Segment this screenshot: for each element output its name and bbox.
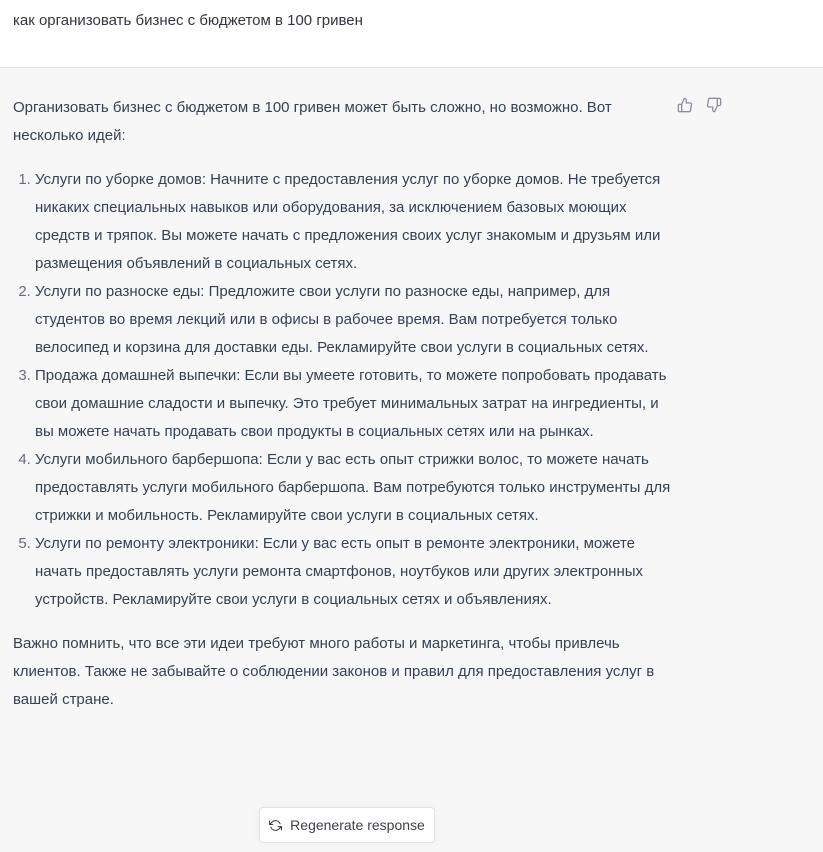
- regenerate-response-button[interactable]: [259, 807, 435, 843]
- user-message-text: как организовать бизнес с бюджетом в 100 гривен: [13, 12, 363, 29]
- list-item: 3. Продажа домашней выпечки: Если вы умеете готовить, то можете попробовать продавать свои домашние сладости и выпечку. Это требует минимальных затрат на ингредиенты, и вы можете начать продавать свои продукты в социальных сетях или на рынках.: [35, 362, 673, 446]
- thumbs-down-button[interactable]: [706, 97, 722, 113]
- assistant-message-content: [13, 94, 673, 714]
- list-item: 1. Услуги по уборке домов: Начните с предоставления услуг по уборке домов. Не требуется никаких специальных навыков или оборудования, за исключением базовых моющих средств и тряпок. Вы можете начать с предложения своих услуг знакомым и друзьям или размещения объявлений в социальных сетях.: [35, 166, 673, 278]
- list-item: 2. Услуги по разноске еды: Предложите свои услуги по разноске еды, например, для студентов во время лекций или в офисы в рабочее время. Вам потребуется только велосипед и корзина для доставки еды. Рекламируйте свои услуги в социальных сетях.: [35, 278, 673, 362]
- thumbs-up-icon: [677, 97, 693, 113]
- assistant-intro: Организовать бизнес с бюджетом в 100 гривен может быть сложно, но возможно. Вот несколько идей:: [13, 99, 612, 144]
- list-item: 5. Услуги по ремонту электроники: Если у вас есть опыт в ремонте электроники, можете начать предоставлять услуги ремонта смартфонов, ноутбуков или других электронных устройств. Рекламируйте свои услуги в социальных сетях и объявлениях.: [35, 530, 673, 614]
- assistant-message: [0, 68, 823, 852]
- refresh-icon: [269, 819, 282, 832]
- regenerate-response-label: Regenerate response: [290, 817, 425, 833]
- assistant-conclusion: Важно помнить, что все эти идеи требуют много работы и маркетинга, чтобы привлечь клиентов. Также не забывайте о соблюдении законов и правил для предоставления услуг в вашей стране.: [13, 635, 655, 708]
- user-message: [0, 0, 823, 68]
- list-item: 4. Услуги мобильного барбершопа: Если у вас есть опыт стрижки волос, то можете начать предоставлять услуги мобильного барбершопа. Вам потребуются только инструменты для стрижки и мобильность. Рекламируйте свои услуги в социальных сетях.: [35, 446, 673, 530]
- ideas-list: [13, 166, 673, 614]
- thumbs-down-icon: [706, 97, 722, 113]
- thumbs-up-button[interactable]: [677, 97, 693, 113]
